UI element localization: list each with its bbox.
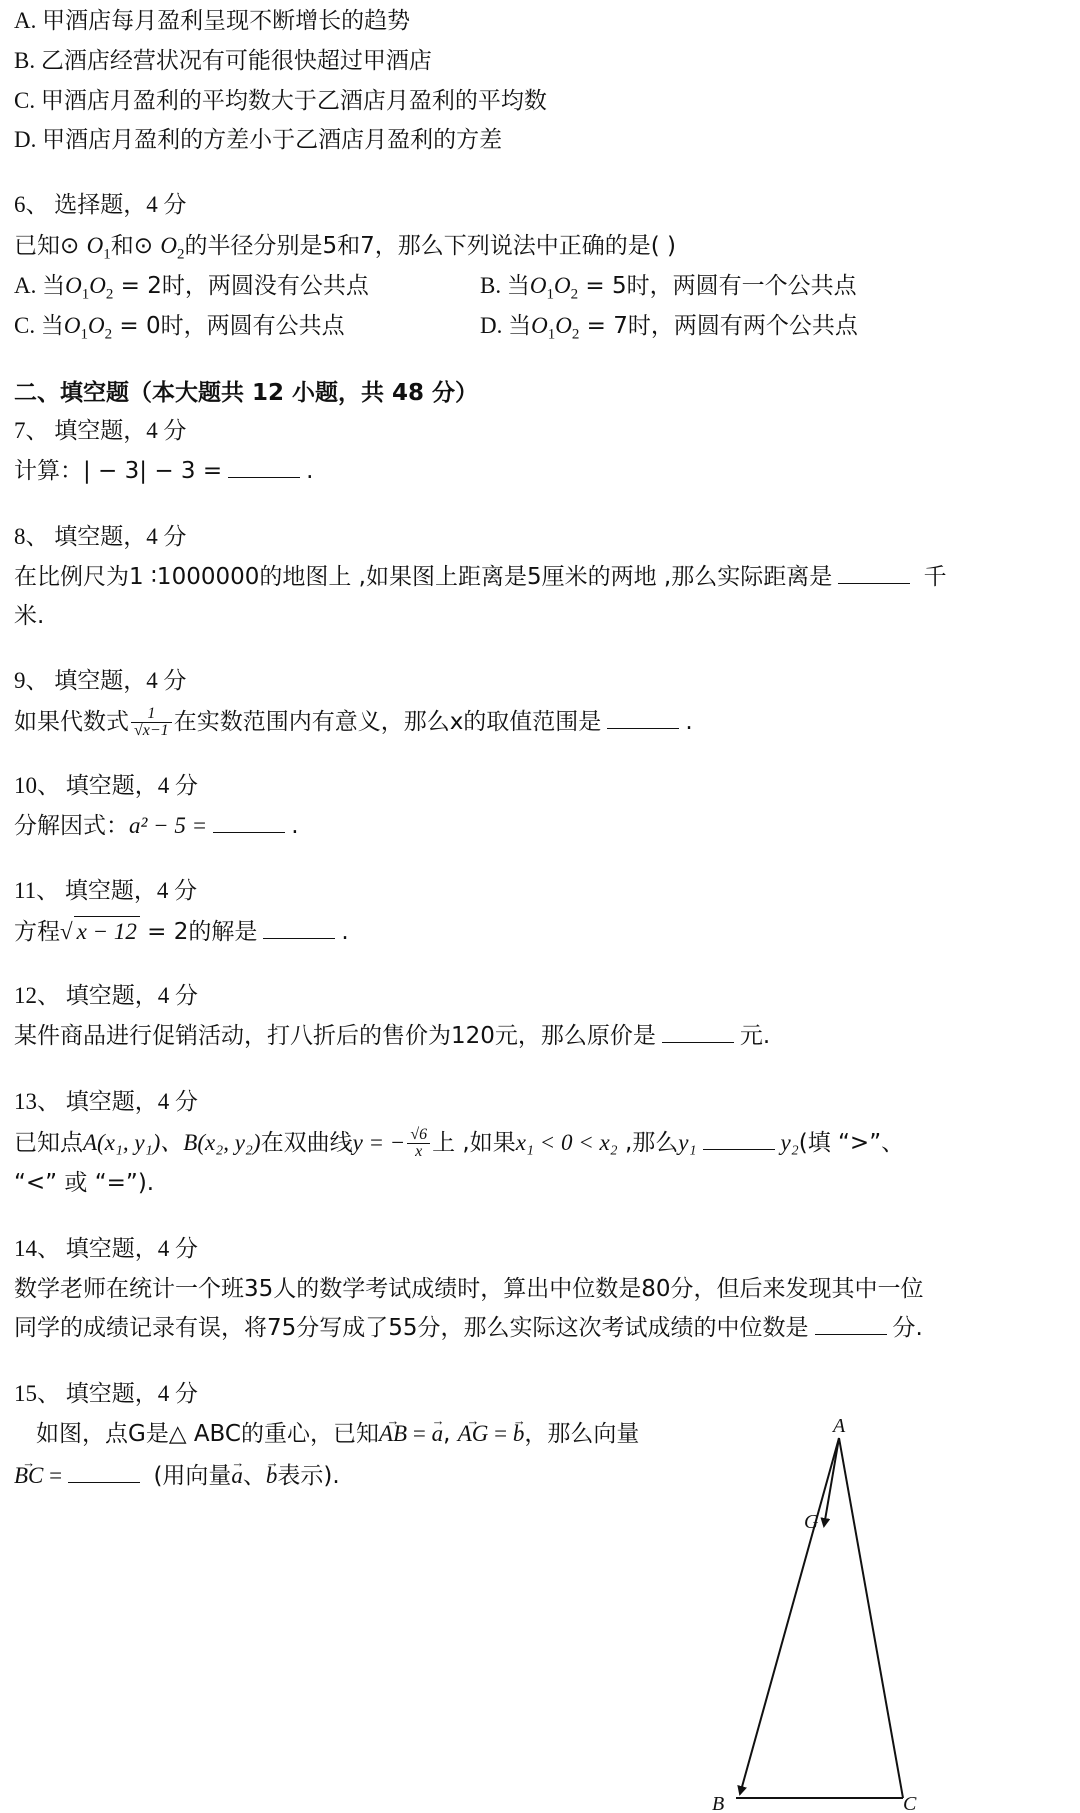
q15-header: 15、 填空题，4 分 [14, 1381, 198, 1406]
q15-triangle-figure [700, 1410, 940, 1810]
q6-option-c: C. 当$O_1O_2 = 0$时，两圆有公共点 [14, 313, 345, 343]
q6-stem: 已知⊙ $O_1$和⊙ $O_2$的半径分别是5和7，那么下列说法中正确的是( ) [14, 233, 676, 263]
q5-option-b: B. 乙酒店经营状况有可能很快超过甲酒店 [14, 48, 432, 73]
q12-text: 某件商品进行促销活动，打八折后的售价为120元，那么原价是 元. [14, 1023, 771, 1049]
q8-answer-blank[interactable] [838, 582, 910, 584]
q9-fraction: $\frac{1}{√x-1}$ [131, 706, 172, 739]
q13-answer-blank[interactable] [703, 1148, 775, 1150]
q5-option-c: C. 甲酒店月盈利的平均数大于乙酒店月盈利的平均数 [14, 88, 547, 113]
q9-answer-blank[interactable] [607, 727, 679, 729]
q13-header: 13、 填空题，4 分 [14, 1089, 198, 1114]
q13-fraction: $\frac{√6}{x}$ [407, 1127, 430, 1160]
section2-title: 二、填空题（本大题共 12 小题，共 48 分） [14, 380, 479, 406]
q6-option-d: D. 当$O_1O_2 = 7$时，两圆有两个公共点 [480, 313, 858, 343]
label-a: A [833, 1415, 846, 1437]
q12-header: 12、 填空题，4 分 [14, 983, 198, 1008]
q9-text: 如果代数式 $\frac{1}{√x-1}$ 在实数范围内有意义，那么x的取值范围是 . [14, 705, 693, 739]
q13-line2: “<” 或 “=”). [14, 1170, 155, 1196]
q5-option-a: A. 甲酒店每月盈利呈现不断增长的趋势 [14, 8, 411, 33]
vector-ab [740, 1438, 839, 1794]
q8-header: 8、 填空题，4 分 [14, 524, 187, 549]
q8-line2: 米. [14, 603, 45, 629]
q13-line1: 已知点A(x₁, y₁)、B(x₂, y₂)在双曲线y = − $\frac{√6}{x}$ 上 ,如果x₁ < 0 < x₂ ,那么y₁ y₂(填 “>”、 [14, 1126, 905, 1160]
q11-header: 11、 填空题，4 分 [14, 878, 198, 903]
q14-line2: 同学的成绩记录有误，将75分写成了55分，那么实际这次考试成绩的中位数是 分. [14, 1315, 923, 1341]
q7-text: 计算：| − 3| − 3 = . [14, 458, 314, 484]
q15-line1: 如图，点G是△ ABC的重心，已知→ AB = → a, → AG = → b，那么向量 [36, 1419, 639, 1449]
q10-text: 分解因式：a² − 5 = . [14, 813, 299, 839]
q8-line1: 在比例尺为1 ∶1000000的地图上 ,如果图上距离是5厘米的两地 ,那么实际距离是 千 [14, 564, 947, 590]
q7-answer-blank[interactable] [228, 476, 300, 478]
q10-answer-blank[interactable] [213, 831, 285, 833]
q14-header: 14、 填空题，4 分 [14, 1236, 198, 1261]
label-b: B [712, 1793, 725, 1810]
q7-header: 7、 填空题，4 分 [14, 418, 187, 443]
q6-option-a: A. 当$O_1O_2 = 2$时，两圆没有公共点 [14, 273, 369, 303]
q6-header: 6、 选择题，4 分 [14, 192, 187, 217]
q11-answer-blank[interactable] [263, 937, 335, 939]
q15-answer-blank[interactable] [68, 1481, 140, 1483]
q14-answer-blank[interactable] [815, 1333, 887, 1335]
q11-text: 方程√ x − 12 = 2的解是 . [14, 916, 349, 947]
side-ac [839, 1438, 903, 1798]
q9-header: 9、 填空题，4 分 [14, 668, 187, 693]
q14-line1: 数学老师在统计一个班35人的数学考试成绩时，算出中位数是80分，但后来发现其中一位 [14, 1276, 924, 1302]
q12-answer-blank[interactable] [662, 1041, 734, 1043]
q6-option-b: B. 当$O_1O_2 = 5$时，两圆有一个公共点 [480, 273, 857, 303]
q15-line2: → BC = (用向量→ a、→ b表示). [14, 1461, 340, 1491]
q10-header: 10、 填空题，4 分 [14, 773, 198, 798]
label-g: G [804, 1511, 819, 1533]
label-c: C [903, 1793, 917, 1810]
q5-option-d: D. 甲酒店月盈利的方差小于乙酒店月盈利的方差 [14, 127, 503, 152]
